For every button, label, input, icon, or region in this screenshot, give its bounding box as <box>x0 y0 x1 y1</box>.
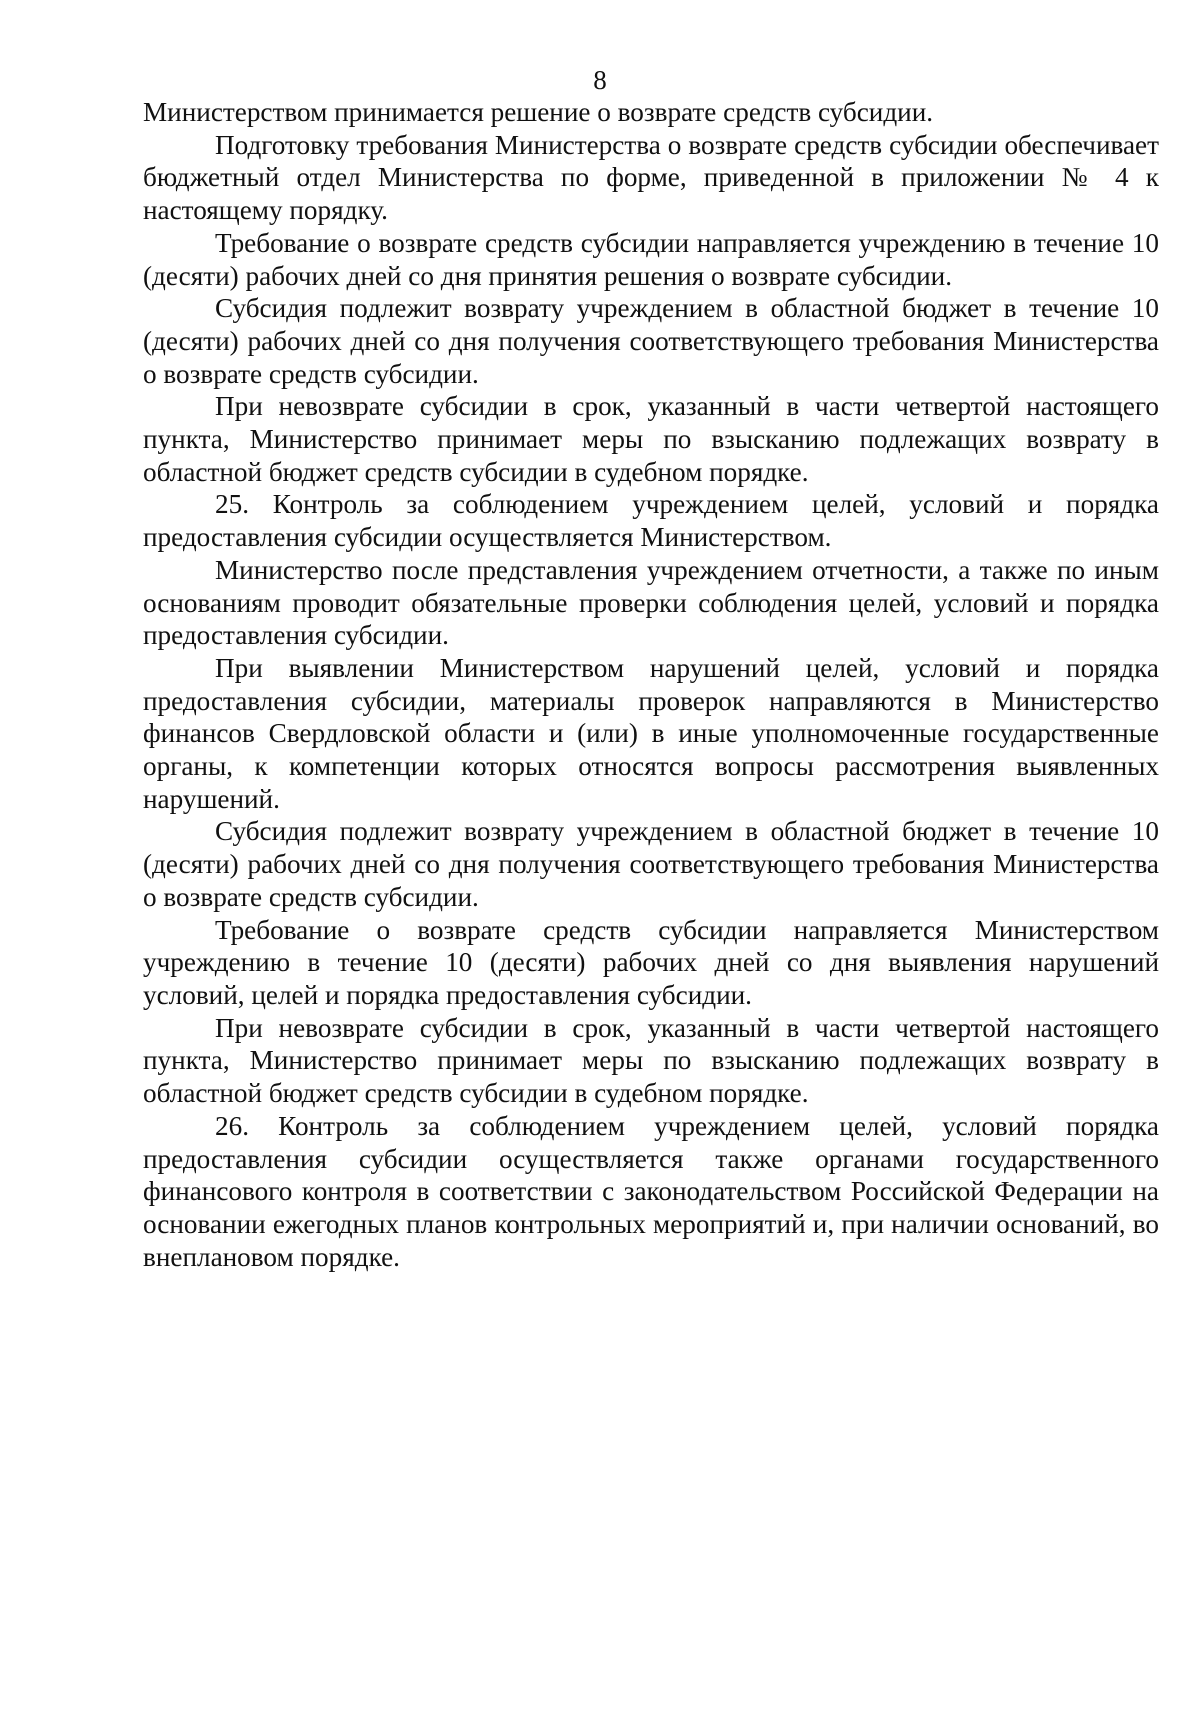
paragraph: Требование о возврате средств субсидии направляется Министерством учреждению в течение 10 (десяти) рабочих дней со дня выявления нарушений условий, целей и порядка предоставления субсидии. <box>143 914 1159 1010</box>
paragraph-item-26: 26. Контроль за соблюдением учреждением целей, условий порядка предоставления субсидии осуществляется также органами государственного финансового контроля в соответствии с законодательством Российской Федерации на основании ежегодных планов контрольных мероприятий и, при наличии оснований, во внеплановом порядке. <box>143 1110 1159 1272</box>
page-number: 8 <box>593 65 607 95</box>
paragraph-item-25: 25. Контроль за соблюдением учреждением целей, условий и порядка предоставления субсидии осуществляется Министерством. <box>143 489 1159 553</box>
paragraph: Субсидия подлежит возврату учреждением в областной бюджет в течение 10 (десяти) рабочих дней со дня получения соответствующего требования Министерства о возврате средств субсидии. <box>143 816 1159 912</box>
paragraph: При невозврате субсидии в срок, указанный в части четвертой настоящего пункта, Министерство принимает меры по взысканию подлежащих возврату в областной бюджет средств субсидии в судебном порядке. <box>143 391 1159 487</box>
paragraph: Субсидия подлежит возврату учреждением в областной бюджет в течение 10 (десяти) рабочих дней со дня получения соответствующего требования Министерства о возврате средств субсидии. <box>143 293 1159 389</box>
paragraph: При невозврате субсидии в срок, указанный в части четвертой настоящего пункта, Министерство принимает меры по взысканию подлежащих возврату в областной бюджет средств субсидии в судебном порядке. <box>143 1012 1159 1109</box>
paragraph: Требование о возврате средств субсидии направляется учреждению в течение 10 (десяти) рабочих дней со дня принятия решения о возврате субсидии. <box>143 227 1159 291</box>
paragraph: При выявлении Министерством нарушений целей, условий и порядка предоставления субсидии, материалы проверок направляются в Министерство финансов Свердловской области и (или) в иные уполномоченные государственные органы, к компетенции которых относятся вопросы рассмотрения выявленных нарушений. <box>143 652 1159 814</box>
document-body <box>143 96 1159 1273</box>
paragraph: Министерство после представления учреждением отчетности, а также по иным основаниям проводит обязательные проверки соблюдения целей, условий и порядка предоставления субсидии. <box>143 554 1159 651</box>
paragraph-continuation: Министерством принимается решение о возврате средств субсидии. <box>143 97 934 127</box>
paragraph: Подготовку требования Министерства о возврате средств субсидии обеспечивает бюджетный отдел Министерства по форме, приведенной в приложении № 4 к настоящему порядку. <box>143 129 1159 226</box>
